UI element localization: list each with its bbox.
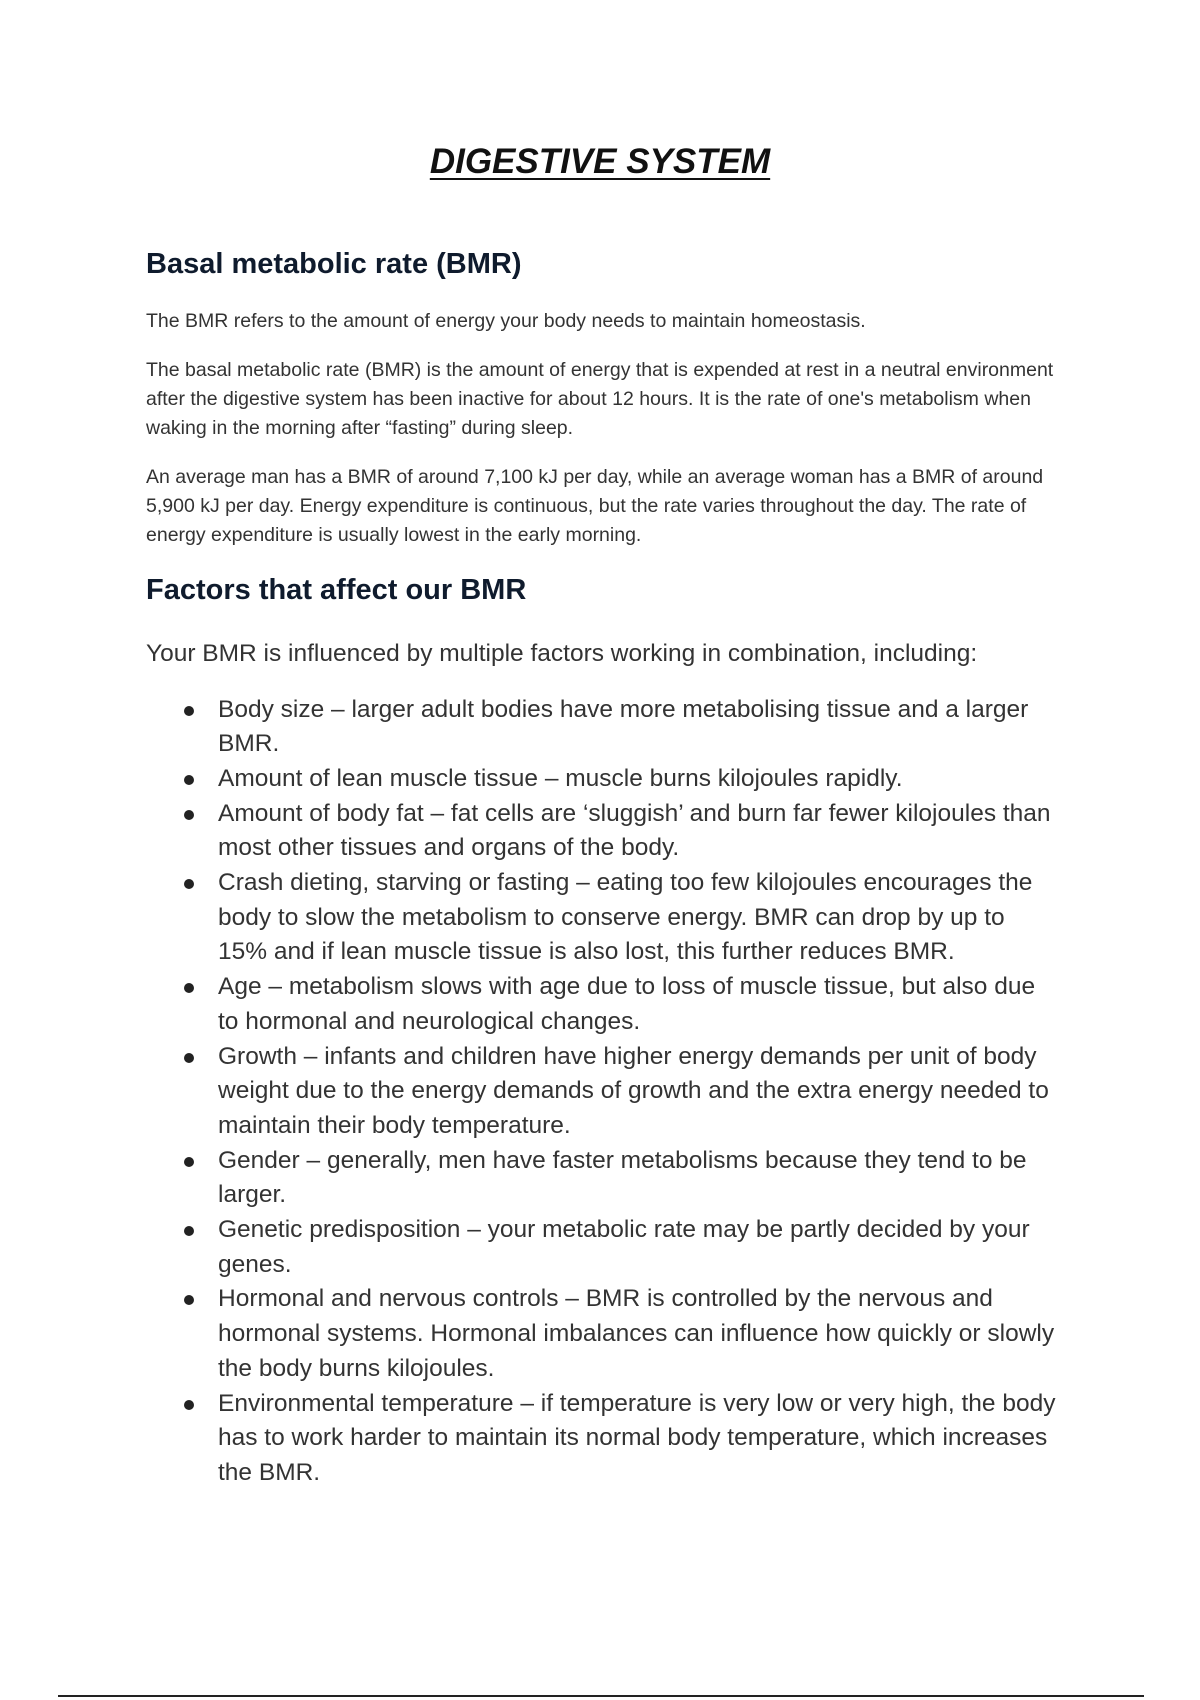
list-item-text: Environmental temperature – if temperature is very low or very high, the body has to work harder to maintain its normal body temperature, which increases the BMR. [218,1389,1056,1486]
list-item [146,866,1056,970]
bullet-icon [184,983,194,993]
list-item [146,970,1056,1039]
paragraph-bmr-explanation: The basal metabolic rate (BMR) is the amount of energy that is expended at rest in a neutral environment after the digestive system has been inactive for about 12 hours. It is the rate of one's metabolism when waking in the morning after “fasting” during sleep. [146,359,1054,440]
list-item [146,1040,1056,1144]
section-heading-factors: Factors that affect our BMR [146,574,527,607]
bullet-icon [184,1157,194,1167]
page-bottom-divider [58,1695,1144,1697]
section-heading-bmr: Basal metabolic rate (BMR) [146,248,522,280]
list-item-text: Crash dieting, starving or fasting – eating too few kilojoules encourages the body to slow the metabolism to conserve energy. BMR can drop by up to 15% and if lean muscle tissue is also lost, this further reduces BMR. [218,869,1033,966]
list-item-text: Hormonal and nervous controls – BMR is controlled by the nervous and hormonal systems. Hormonal imbalances can influence how quickly or slowly the body burns kilojoules. [218,1285,1055,1382]
factors-list [146,693,1056,1491]
page-title: DIGESTIVE SYSTEM [429,142,771,181]
bullet-icon [184,879,194,889]
bullet-icon [184,1226,194,1236]
list-item-text: Amount of body fat – fat cells are ‘sluggish’ and burn far fewer kilojoules than most other tissues and organs of the body. [218,799,1051,862]
bullet-icon [184,775,194,785]
paragraph-bmr-averages: An average man has a BMR of around 7,100 kJ per day, while an average woman has a BMR of around 5,900 kJ per day. Energy expenditure is continuous, but the rate varies throughout the day. The rate of energy expenditure is usually lowest in the early morning. [146,466,1044,547]
document-content [146,246,1056,1491]
list-item [146,1144,1056,1213]
bullet-icon [184,810,194,820]
bullet-icon [184,1053,194,1063]
list-item-text: Amount of lean muscle tissue – muscle burns kilojoules rapidly. [218,764,903,792]
list-item [146,762,1056,797]
list-item [146,1387,1056,1491]
paragraph-bmr-definition: The BMR refers to the amount of energy your body needs to maintain homeostasis. [146,310,866,333]
list-item [146,797,1056,866]
list-item [146,693,1056,762]
list-item [146,1213,1056,1282]
list-item-text: Body size – larger adult bodies have more metabolising tissue and a larger BMR. [218,695,1029,758]
list-item-text: Genetic predisposition – your metabolic rate may be partly decided by your genes. [218,1216,1030,1278]
list-item-text: Age – metabolism slows with age due to loss of muscle tissue, but also due to hormonal and neurological changes. [218,973,1036,1035]
bullet-icon [184,1400,194,1410]
bullet-icon [184,1295,194,1305]
list-item-text: Growth – infants and children have higher energy demands per unit of body weight due to the energy demands of growth and the extra energy needed to maintain their body temperature. [218,1042,1049,1139]
bullet-icon [184,706,194,716]
paragraph-factors-intro: Your BMR is influenced by multiple factors working in combination, including: [146,639,978,667]
list-item [146,1282,1056,1386]
list-item-text: Gender – generally, men have faster metabolisms because they tend to be larger. [218,1146,1027,1209]
